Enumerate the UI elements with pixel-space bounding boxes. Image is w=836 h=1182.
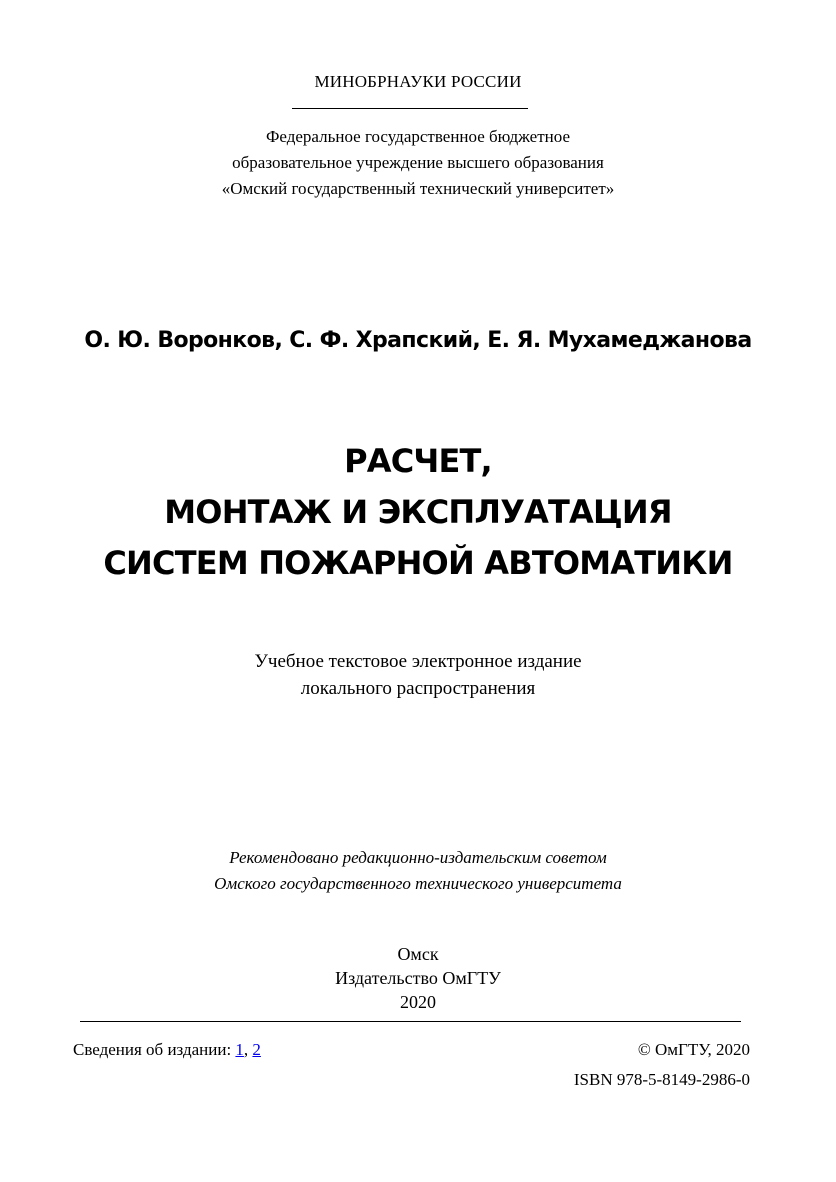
link-separator: , bbox=[243, 1040, 249, 1059]
university-line-2: образовательное учреждение высшего образования bbox=[232, 153, 604, 172]
isbn: ISBN 978-5-8149-2986-0 bbox=[573, 1070, 750, 1089]
university-line-1: Федеральное государственное бюджетное bbox=[265, 127, 571, 146]
edition-info-link-2[interactable]: 2 bbox=[252, 1040, 261, 1059]
imprint-year: 2020 bbox=[400, 992, 436, 1012]
ministry-divider bbox=[292, 108, 528, 109]
imprint-city: Омск bbox=[397, 944, 439, 964]
edition-info-link-1[interactable]: 1 bbox=[235, 1040, 244, 1059]
edition-type bbox=[0, 648, 836, 702]
title-line-1: РАСЧЕТ, bbox=[344, 442, 492, 480]
footer-divider bbox=[80, 1021, 741, 1022]
edition-line-1: Учебное текстовое электронное издание bbox=[254, 651, 582, 672]
university-line-3: «Омский государственный технический университет» bbox=[221, 179, 615, 198]
recommendation bbox=[0, 845, 836, 897]
university-block bbox=[0, 124, 836, 202]
authors: О. Ю. Воронков, С. Ф. Храпский, Е. Я. Мухамеджанова bbox=[84, 328, 752, 353]
copyright: © ОмГТУ, 2020 bbox=[637, 1040, 750, 1059]
title-line-2: МОНТАЖ И ЭКСПЛУАТАЦИЯ bbox=[164, 493, 672, 531]
recommendation-line-2: Омского государственного технического университета bbox=[214, 874, 622, 893]
ministry-name: МИНОБРНАУКИ РОССИИ bbox=[314, 72, 522, 91]
edition-line-2: локального распространения bbox=[300, 678, 536, 699]
edition-info-label: Сведения об издании: bbox=[73, 1040, 232, 1059]
recommendation-line-1: Рекомендовано редакционно-издательским советом bbox=[229, 848, 607, 867]
book-title bbox=[0, 436, 836, 589]
imprint-publisher: Издательство ОмГТУ bbox=[335, 968, 501, 988]
edition-info bbox=[73, 1040, 261, 1060]
imprint bbox=[0, 942, 836, 1014]
title-line-3: СИСТЕМ ПОЖАРНОЙ АВТОМАТИКИ bbox=[103, 544, 733, 582]
